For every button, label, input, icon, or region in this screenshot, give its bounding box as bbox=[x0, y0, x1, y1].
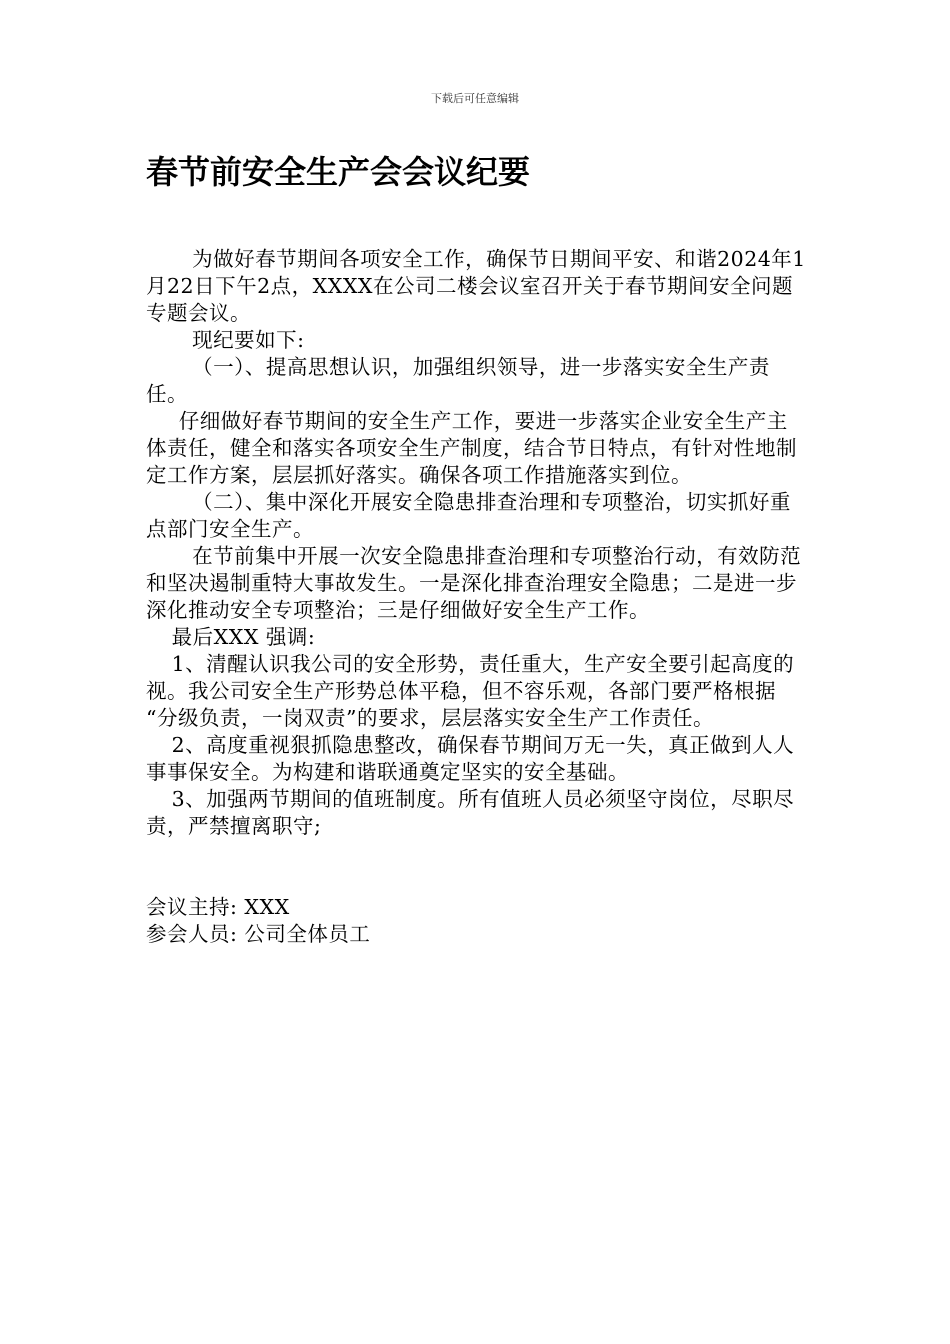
point-3: 3、加强两节期间的值班制度。所有值班人员必须坚守岗位，尽职尽责，严禁擅离职守; bbox=[146, 787, 795, 838]
intro-paragraph: 为做好春节期间各项安全工作，确保节日期间平安、和谐2024年1月22日下午2点，XXXX在公司二楼会议室召开关于春节期间安全问题专题会议。 bbox=[146, 247, 806, 325]
document-title: 春节前安全生产会会议纪要 bbox=[146, 153, 531, 191]
meeting-attendees: 参会人员: 公司全体员工 bbox=[146, 922, 371, 946]
emphasis-lead: 最后XXX 强调: bbox=[171, 625, 316, 649]
point-2: 2、高度重视狠抓隐患整改，确保春节期间万无一失，真正做到人人事事保安全。为构建和谐联通奠定坚实的安全基础。 bbox=[146, 733, 795, 784]
section-heading-2: （二）、集中深化开展安全隐患排查治理和专项整治，切实抓好重点部门安全生产。 bbox=[146, 490, 791, 541]
section-paragraph-1: 仔细做好春节期间的安全生产工作，要进一步落实企业安全生产主体责任，健全和落实各项安全生产制度，结合节日特点，有针对性地制定工作方案，层层抓好落实。确保各项工作措施落实到位。 bbox=[146, 409, 797, 487]
section-heading-1: （一）、提高思想认识，加强组织领导，进一步落实安全生产责任。 bbox=[146, 355, 770, 406]
meeting-host: 会议主持: XXX bbox=[146, 895, 290, 919]
section-paragraph-2: 在节前集中开展一次安全隐患排查治理和专项整治行动，有效防范和坚决遏制重特大事故发生。一是深化排查治理安全隐患；二是进一步深化推动安全专项整治；三是仔细做好安全生产工作。 bbox=[146, 544, 802, 622]
spacer bbox=[146, 840, 806, 894]
minutes-lead: 现纪要如下: bbox=[192, 328, 305, 352]
header-note: 下载后可任意编辑 bbox=[431, 92, 519, 105]
document-body bbox=[146, 246, 806, 948]
point-1: 1、清醒认识我公司的安全形势，责任重大，生产安全要引起高度的 视。我公司安全生产形势总体平稳，但不容乐观，各部门要严格根据 “分级负责，一岗双责”的要求，层层落实安全生产工作责任。 bbox=[146, 652, 795, 730]
